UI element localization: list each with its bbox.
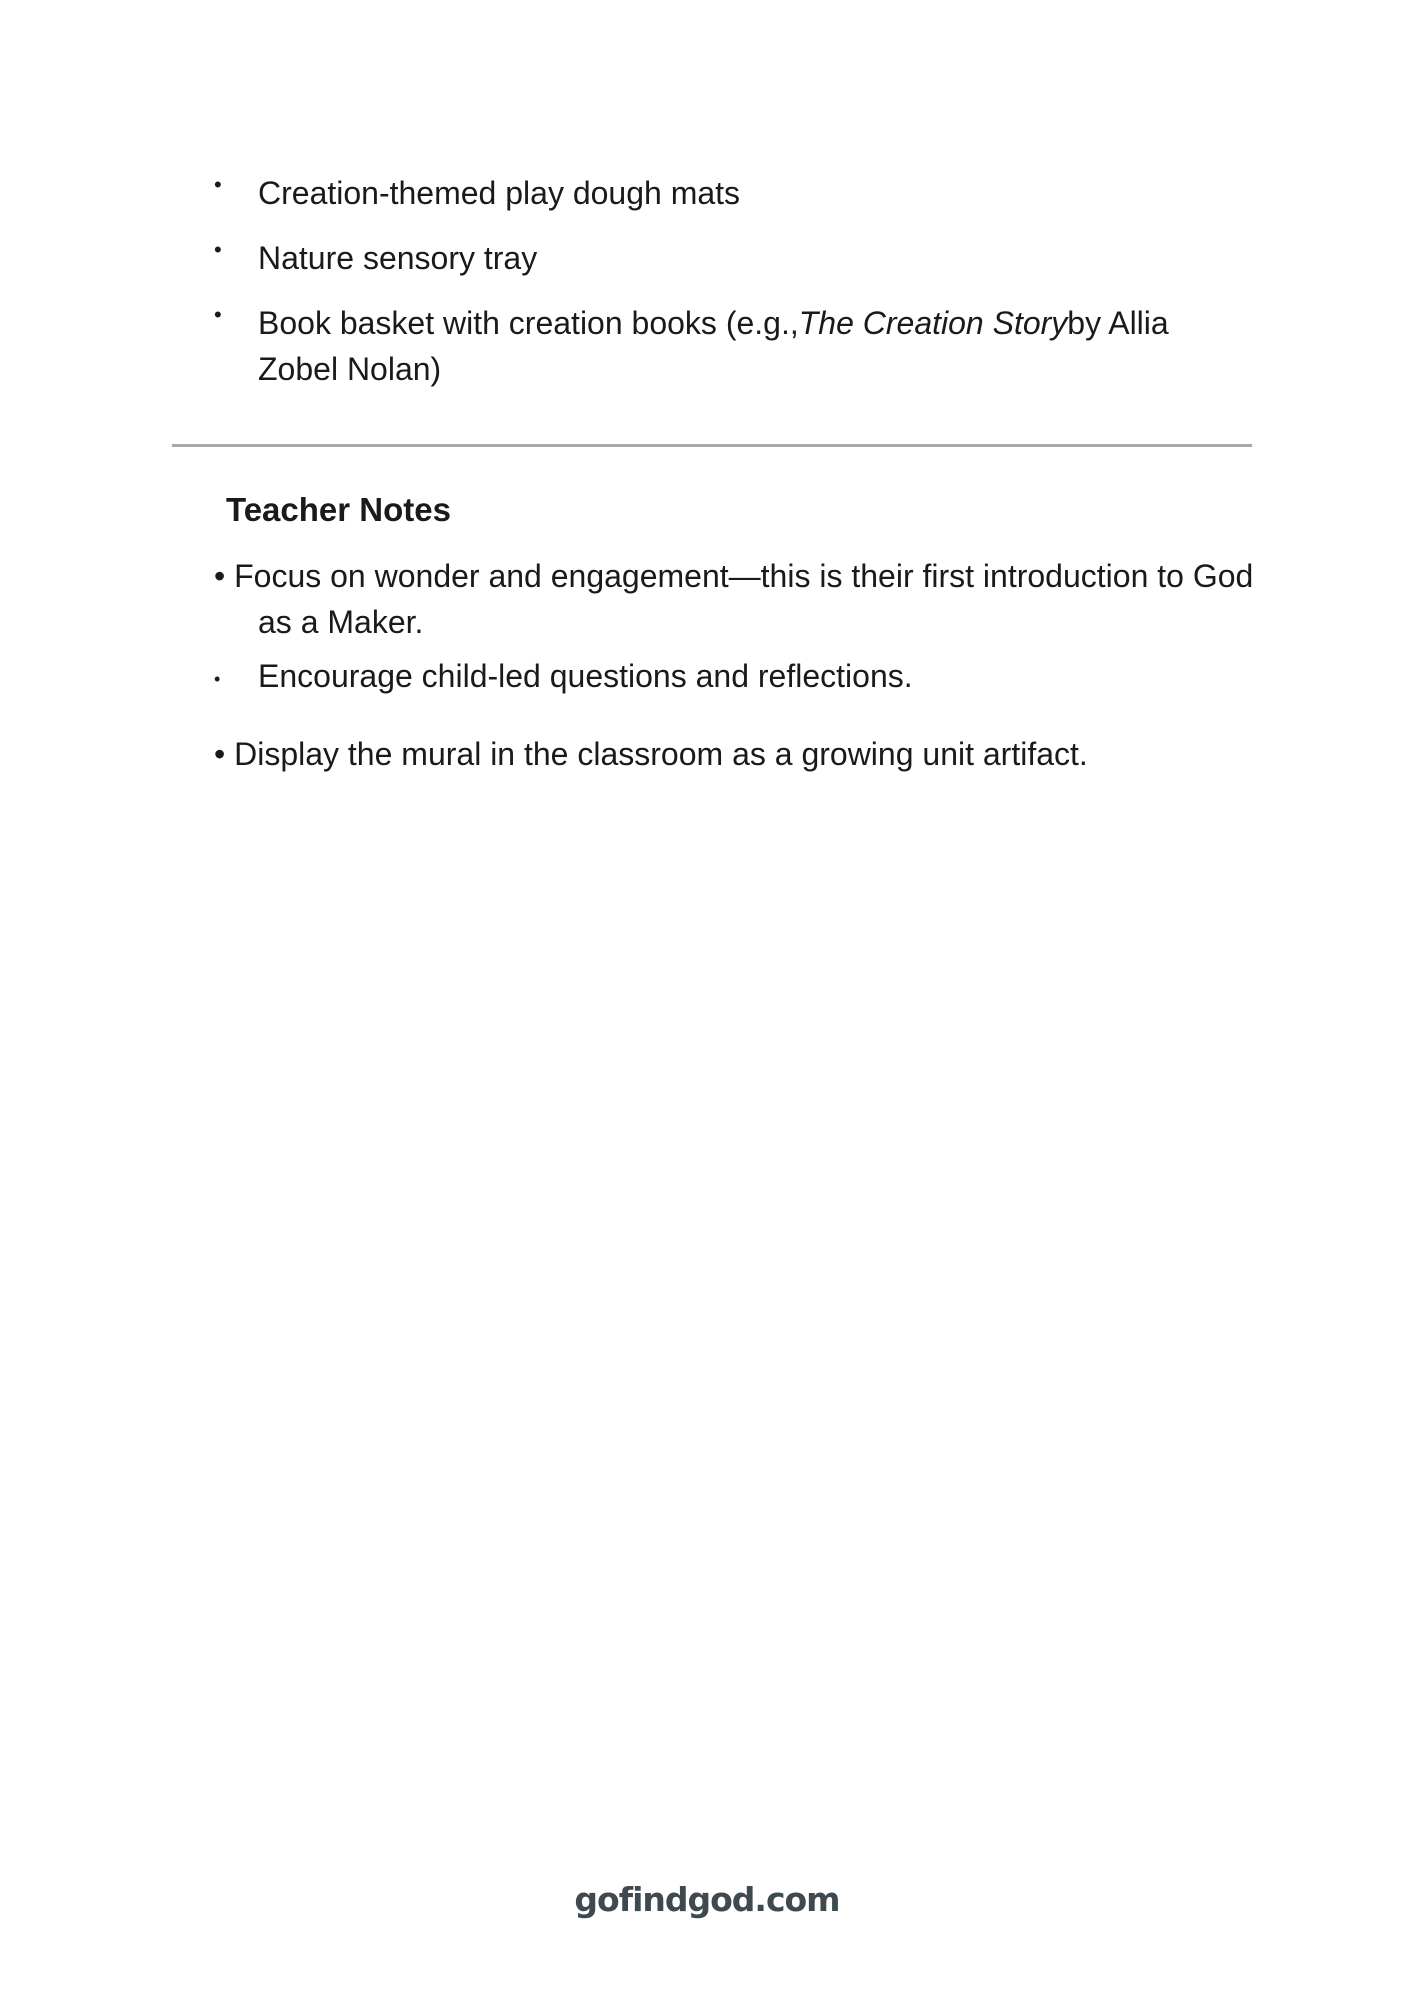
list-item <box>210 235 1250 281</box>
teacher-notes-heading: Teacher Notes <box>226 491 451 528</box>
list-item-text: Book basket with creation books (e.g., <box>258 305 799 341</box>
teacher-note-text: Encourage child-led questions and reflections. <box>258 658 913 694</box>
list-item <box>210 300 1250 392</box>
list-item-text: Creation-themed play dough mats <box>258 175 741 211</box>
materials-list <box>210 170 1250 411</box>
teacher-note-text-continued: as a Maker. <box>258 604 424 640</box>
section-divider <box>172 444 1252 447</box>
list-item-text: Nature sensory tray <box>258 240 538 276</box>
list-item <box>210 170 1250 216</box>
teacher-note-text: • Focus on wonder and engagement—this is their first introduction to God <box>214 558 1254 594</box>
bullet-icon: • <box>214 302 222 327</box>
footer-logo: gofindgod.com <box>574 1880 840 1919</box>
bullet-icon: • <box>214 668 221 689</box>
bullet-icon: • <box>214 172 222 197</box>
teacher-note <box>214 553 1254 645</box>
teacher-note <box>214 653 1254 702</box>
list-item-text: by Allia Zobel Nolan) <box>258 305 1169 387</box>
bullet-icon: • <box>214 237 222 262</box>
teacher-note-text: • Display the mural in the classroom as a growing unit artifact. <box>214 736 1088 772</box>
book-title: The Creation Story <box>798 305 1068 341</box>
teacher-note <box>214 731 1254 777</box>
